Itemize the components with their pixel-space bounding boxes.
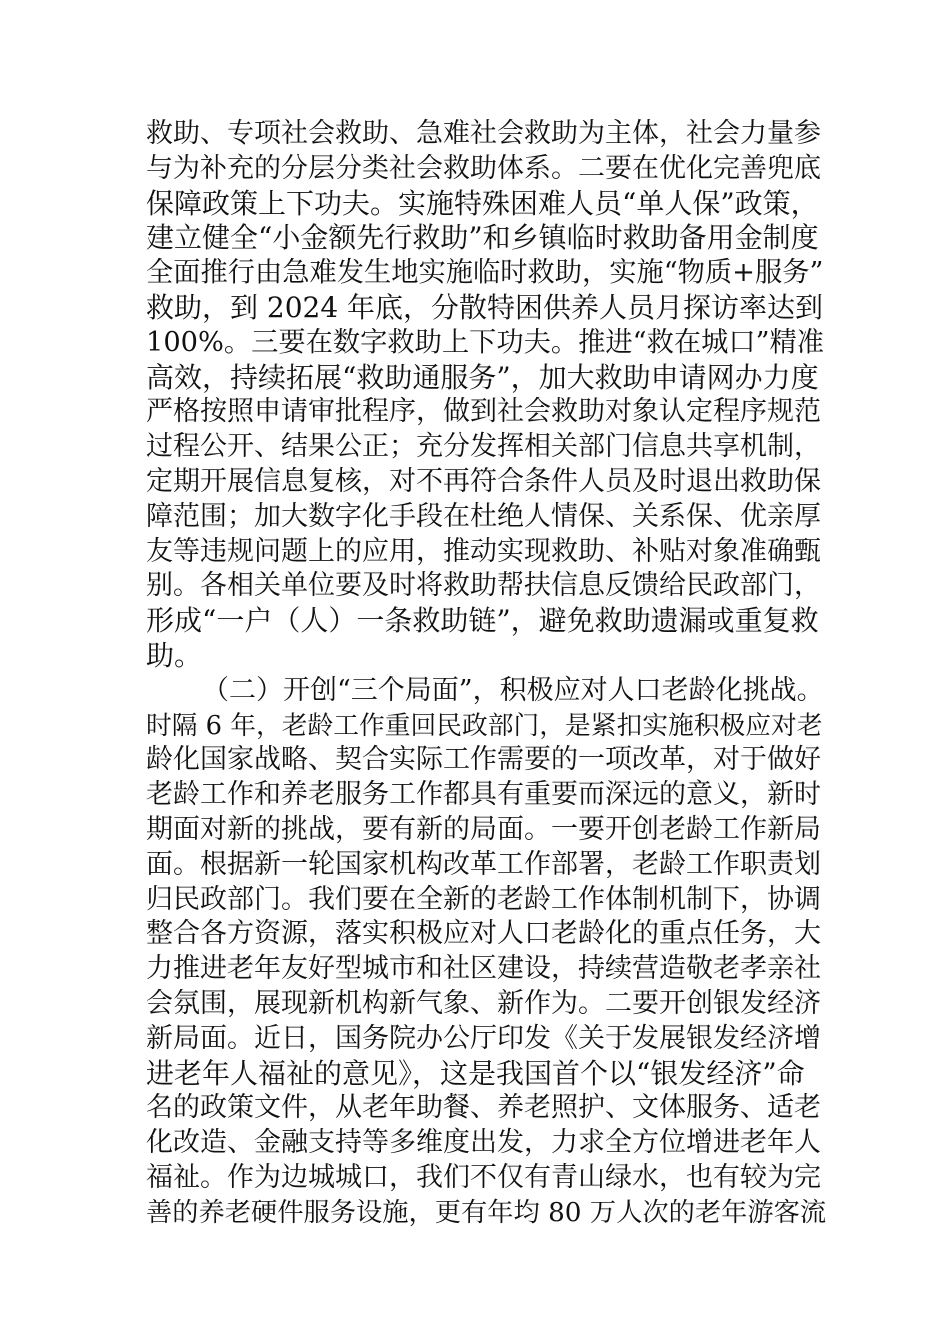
text-line: 力推进老年友好型城市和社区建设，持续营造敬老孝亲社 (146, 953, 821, 985)
text-line: 建立健全“小金额先行救助”和乡镇临时救助备用金制度 (146, 221, 819, 255)
text-line: 与为补充的分层分类社会救助体系。二要在优化完善兜底 (146, 152, 821, 184)
text-line: 形成“一户（人）一条救助链”，避免救助遗漏或重复救 (146, 604, 819, 638)
text-line: 过程公开、结果公正；充分发挥相关部门信息共享机制， (146, 431, 821, 463)
text-line: 救助、专项社会救助、急难社会救助为主体，社会力量参 (146, 118, 821, 149)
body-text (146, 117, 826, 1231)
text-line: 化改造、金融支持等多维度出发，力求全方位增进老年人 (146, 1127, 821, 1159)
text-line: 严格按照申请审批程序，做到社会救助对象认定程序规范 (146, 396, 821, 428)
text-line: 友等违规问题上的应用，推动实现救助、补贴对象准确甄 (146, 535, 821, 567)
text-line: 时隔 6 年，老龄工作重回民政部门，是紧扣实施积极应对老 (146, 710, 823, 741)
text-line: 福祉。作为边城城口，我们不仅有青山绿水，也有较为完 (146, 1161, 821, 1193)
text-line: 归民政部门。我们要在全新的老龄工作体制机制下，协调 (146, 883, 821, 915)
text-line: 全面推行由急难发生地实施临时救助，实施“物质+服务” (146, 257, 824, 289)
text-line: 会氛围，展现新机构新气象、新作为。二要开创银发经济 (146, 987, 821, 1019)
text-line: 老龄工作和养老服务工作都具有重要而深远的意义，新时 (146, 779, 821, 811)
text-line: 善的养老硬件服务设施，更有年均 80 万人次的老年游客流 (146, 1197, 827, 1228)
text-line: 助。 (146, 638, 203, 672)
text-line: 面。根据新一轮国家机构改革工作部署，老龄工作职责划 (146, 848, 821, 880)
text-line: 进老年人福祉的意见》，这是我国首个以“银发经济”命 (146, 1056, 805, 1090)
text-line: 100%。三要在数字救助上下功夫。推进“救在城口”精准 (146, 326, 825, 358)
text-line: 整合各方资源，落实积极应对人口老龄化的重点任务，大 (146, 918, 821, 950)
text-line: 名的政策文件，从老年助餐、养老照护、文体服务、适老 (146, 1092, 821, 1124)
text-line: 新局面。近日，国务院办公厅印发《关于发展银发经济增 (146, 1022, 821, 1054)
text-line: 期面对新的挑战，要有新的局面。一要开创老龄工作新局 (146, 813, 821, 845)
text-line: 龄化国家战略、契合实际工作需要的一项改革，对于做好 (146, 744, 821, 776)
section-heading-line: （二）开创“三个局面”，积极应对人口老龄化挑战。 (202, 674, 824, 706)
text-line: 救助，到 2024 年底，分散特困供养人员月探访率达到 (146, 290, 824, 324)
text-line: 定期开展信息复核，对不再符合条件人员及时退出救助保 (146, 465, 821, 497)
text-line: 高效，持续拓展“救助通服务”，加大救助申请网办力度 (146, 360, 819, 394)
text-line: 障范围；加大数字化手段在杜绝人情保、关系保、优亲厚 (146, 500, 821, 532)
text-line: 别。各相关单位要及时将救助帮扶信息反馈给民政部门， (146, 570, 821, 602)
text-line: 保障政策上下功夫。实施特殊困难人员“单人保”政策， (146, 186, 819, 220)
